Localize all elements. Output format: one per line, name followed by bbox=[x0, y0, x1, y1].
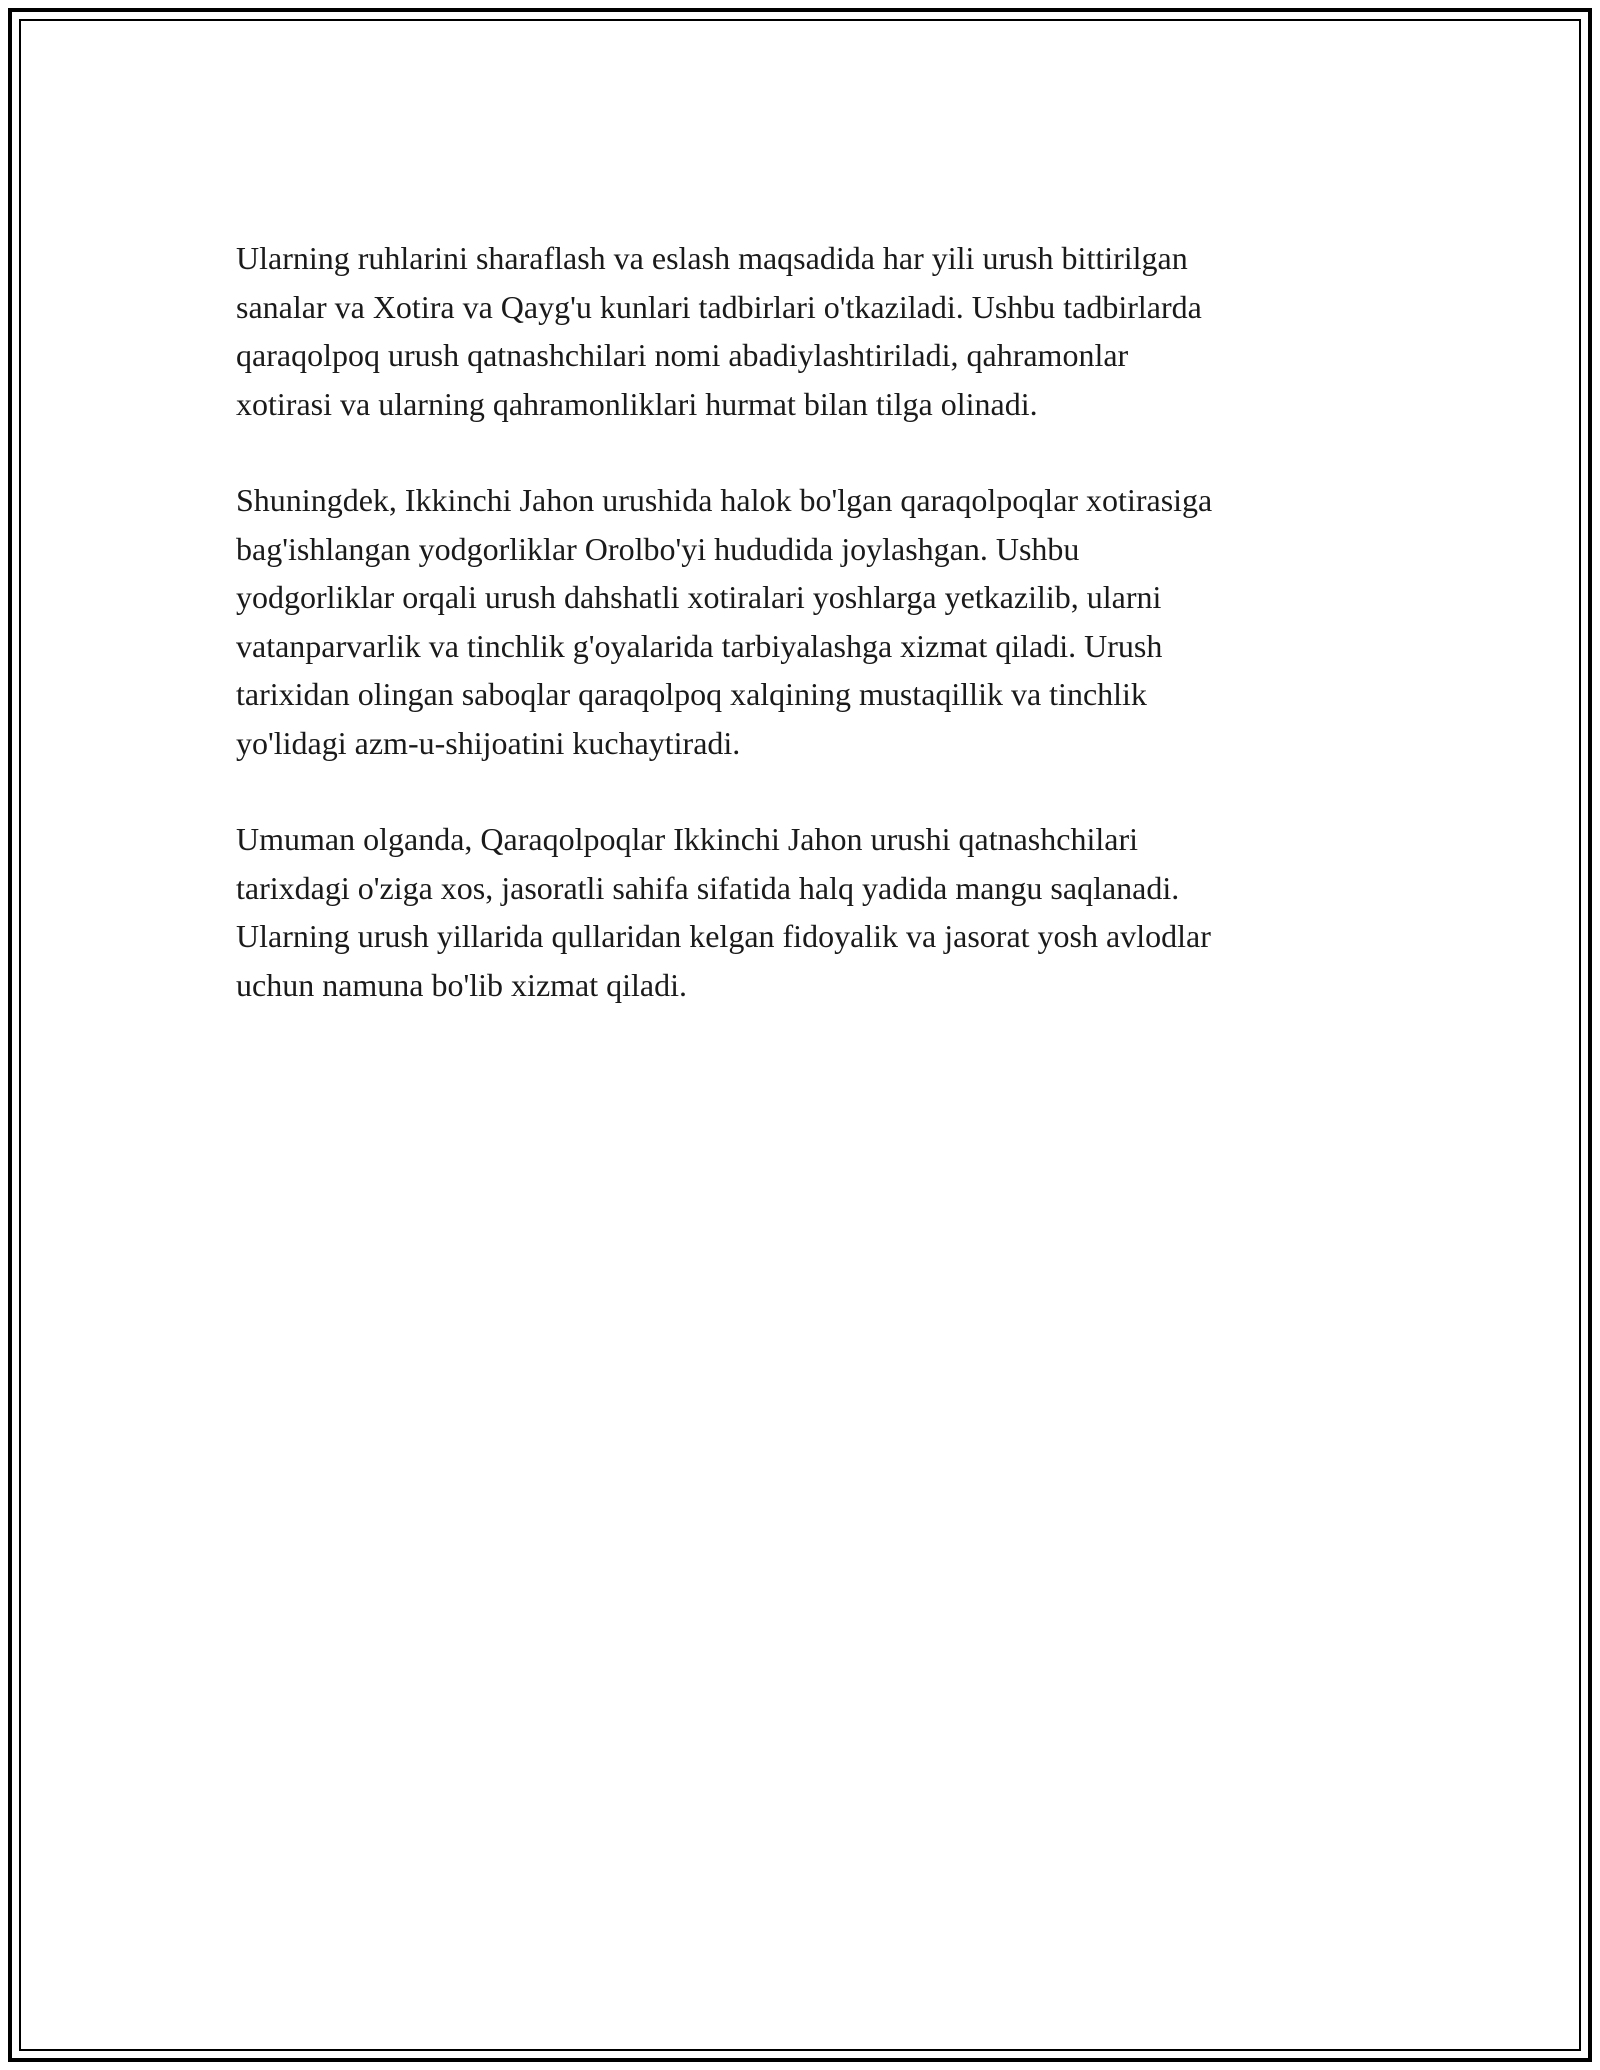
paragraph-3: Umuman olganda, Qaraqolpoqlar Ikkinchi Jahon urushi qatnashchilari tarixdagi o'ziga xos, jasoratli sahifa sifatida halq yadida mangu saqlanadi. Ularning urush yillarida qullaridan kelgan fidoyalik va jasorat yosh avlodlar uchun namuna bo'lib xizmat qiladi. bbox=[236, 821, 1211, 1003]
paragraph-1: Ularning ruhlarini sharaflash va eslash maqsadida har yili urush bittirilgan sanalar va Xotira va Qayg'u kunlari tadbirlari o'tkaziladi. Ushbu tadbirlarda qaraqolpoq urush qatnashchilari nomi abadiylashtiriladi, qahramonlar xotirasi va ularning qahramonliklari hurmat bilan tilga olinadi. bbox=[236, 240, 1202, 422]
paragraph-2: Shuningdek, Ikkinchi Jahon urushida halok bo'lgan qaraqolpoqlar xotirasiga bag'ishlangan yodgorliklar Orolbo'yi hududida joylashgan. Ushbu yodgorliklar orqali urush dahshatli xotiralari yoshlarga yetkazilib, ularni vatanparvarlik va tinchlik g'oyalarida tarbiyalashga xizmat qiladi. Urush tarixidan olingan saboqlar qaraqolpoq xalqining mustaqillik va tinchlik yo'lidagi azm-u-shijoatini kuchaytiradi. bbox=[236, 482, 1213, 761]
document-body bbox=[236, 234, 1396, 1057]
